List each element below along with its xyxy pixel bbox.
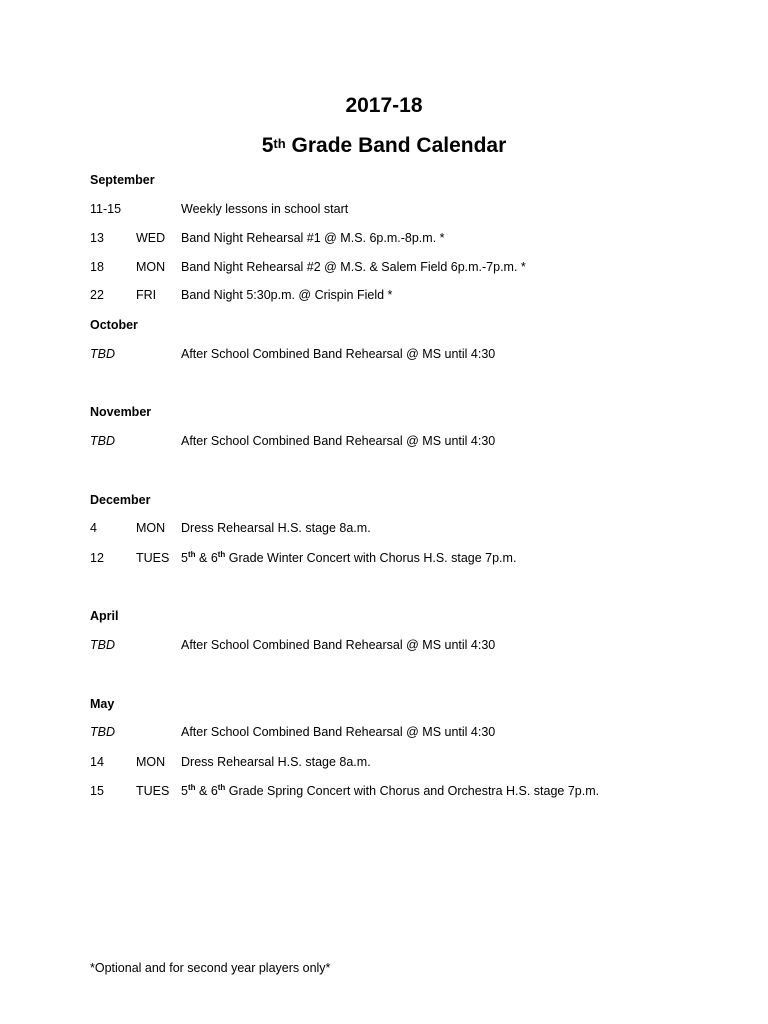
ordinal-suffix: th xyxy=(187,550,196,559)
entry-description: After School Combined Band Rehearsal @ MS until 4:30 xyxy=(181,725,496,739)
entry-day: MON xyxy=(136,260,166,274)
calendar-entry xyxy=(0,722,768,742)
entry-description: Band Night 5:30p.m. @ Crispin Field * xyxy=(181,288,393,302)
grade-number: 5 xyxy=(181,551,188,565)
month-label: October xyxy=(90,318,138,332)
entry-date: TBD xyxy=(90,638,115,652)
calendar-entry xyxy=(0,257,768,277)
title-grade-superscript: th xyxy=(273,136,286,151)
month-heading-december xyxy=(0,490,768,510)
entry-date: TBD xyxy=(90,434,115,448)
month-heading-october xyxy=(0,315,768,335)
month-heading-september xyxy=(0,170,768,190)
entry-date: TBD xyxy=(90,347,115,361)
ordinal-suffix: th xyxy=(187,783,196,792)
entry-date: 11-15 xyxy=(90,202,122,216)
grade-number: 6 xyxy=(210,784,218,798)
entry-description xyxy=(181,548,516,568)
entry-date: 13 xyxy=(90,231,104,245)
entry-text: Grade Winter Concert with Chorus H.S. stage 7p.m. xyxy=(225,551,517,565)
page-title xyxy=(0,134,768,158)
entry-date: 12 xyxy=(90,551,104,565)
month-label: December xyxy=(90,493,151,507)
month-heading-april xyxy=(0,606,768,626)
ordinal-suffix: th xyxy=(217,783,226,792)
entry-date: 18 xyxy=(90,260,104,274)
month-label: May xyxy=(90,697,115,711)
calendar-entry xyxy=(0,635,768,655)
entry-text: Grade Spring Concert with Chorus and Orchestra H.S. stage 7p.m. xyxy=(225,784,600,798)
entry-description: Dress Rehearsal H.S. stage 8a.m. xyxy=(181,755,371,769)
ordinal-suffix: th xyxy=(217,550,226,559)
calendar-entry xyxy=(0,518,768,538)
entry-description: Band Night Rehearsal #1 @ M.S. 6p.m.-8p.m. * xyxy=(181,231,445,245)
entry-description: After School Combined Band Rehearsal @ MS until 4:30 xyxy=(181,434,496,448)
entry-date: TBD xyxy=(90,725,115,739)
entry-day: TUES xyxy=(136,784,170,798)
calendar-entry xyxy=(0,781,768,801)
title-rest: Grade Band Calendar xyxy=(285,134,507,157)
entry-day: WED xyxy=(136,231,166,245)
month-label: April xyxy=(90,609,119,623)
entry-description: After School Combined Band Rehearsal @ MS until 4:30 xyxy=(181,638,496,652)
entry-date: 22 xyxy=(90,288,104,302)
calendar-entry xyxy=(0,285,768,305)
entry-day: MON xyxy=(136,755,166,769)
month-label: September xyxy=(90,173,155,187)
entry-date: 4 xyxy=(90,521,97,535)
calendar-entry xyxy=(0,431,768,451)
grade-number: 5 xyxy=(181,784,188,798)
title-grade-number: 5 xyxy=(261,134,274,157)
entry-date: 14 xyxy=(90,755,104,769)
ampersand: & xyxy=(195,784,211,798)
page-title-year: 2017-18 xyxy=(345,94,423,117)
entry-day: FRI xyxy=(136,288,157,302)
entry-description: After School Combined Band Rehearsal @ MS until 4:30 xyxy=(181,347,496,361)
month-heading-november xyxy=(0,402,768,422)
ampersand: & xyxy=(195,551,211,565)
entry-date: 15 xyxy=(90,784,104,798)
entry-day: MON xyxy=(136,521,166,535)
calendar-entry xyxy=(0,548,768,568)
entry-description: Dress Rehearsal H.S. stage 8a.m. xyxy=(181,521,371,535)
calendar-entry xyxy=(0,228,768,248)
calendar-entry xyxy=(0,199,768,219)
month-heading-may xyxy=(0,694,768,714)
calendar-entry xyxy=(0,344,768,364)
footnote: *Optional and for second year players only* xyxy=(90,961,331,975)
entry-description: Weekly lessons in school start xyxy=(181,202,349,216)
grade-number: 6 xyxy=(210,551,218,565)
month-label: November xyxy=(90,405,152,419)
calendar-entry xyxy=(0,752,768,772)
entry-day: TUES xyxy=(136,551,170,565)
entry-description: Band Night Rehearsal #2 @ M.S. & Salem Field 6p.m.-7p.m. * xyxy=(181,260,526,274)
entry-description xyxy=(181,781,599,801)
